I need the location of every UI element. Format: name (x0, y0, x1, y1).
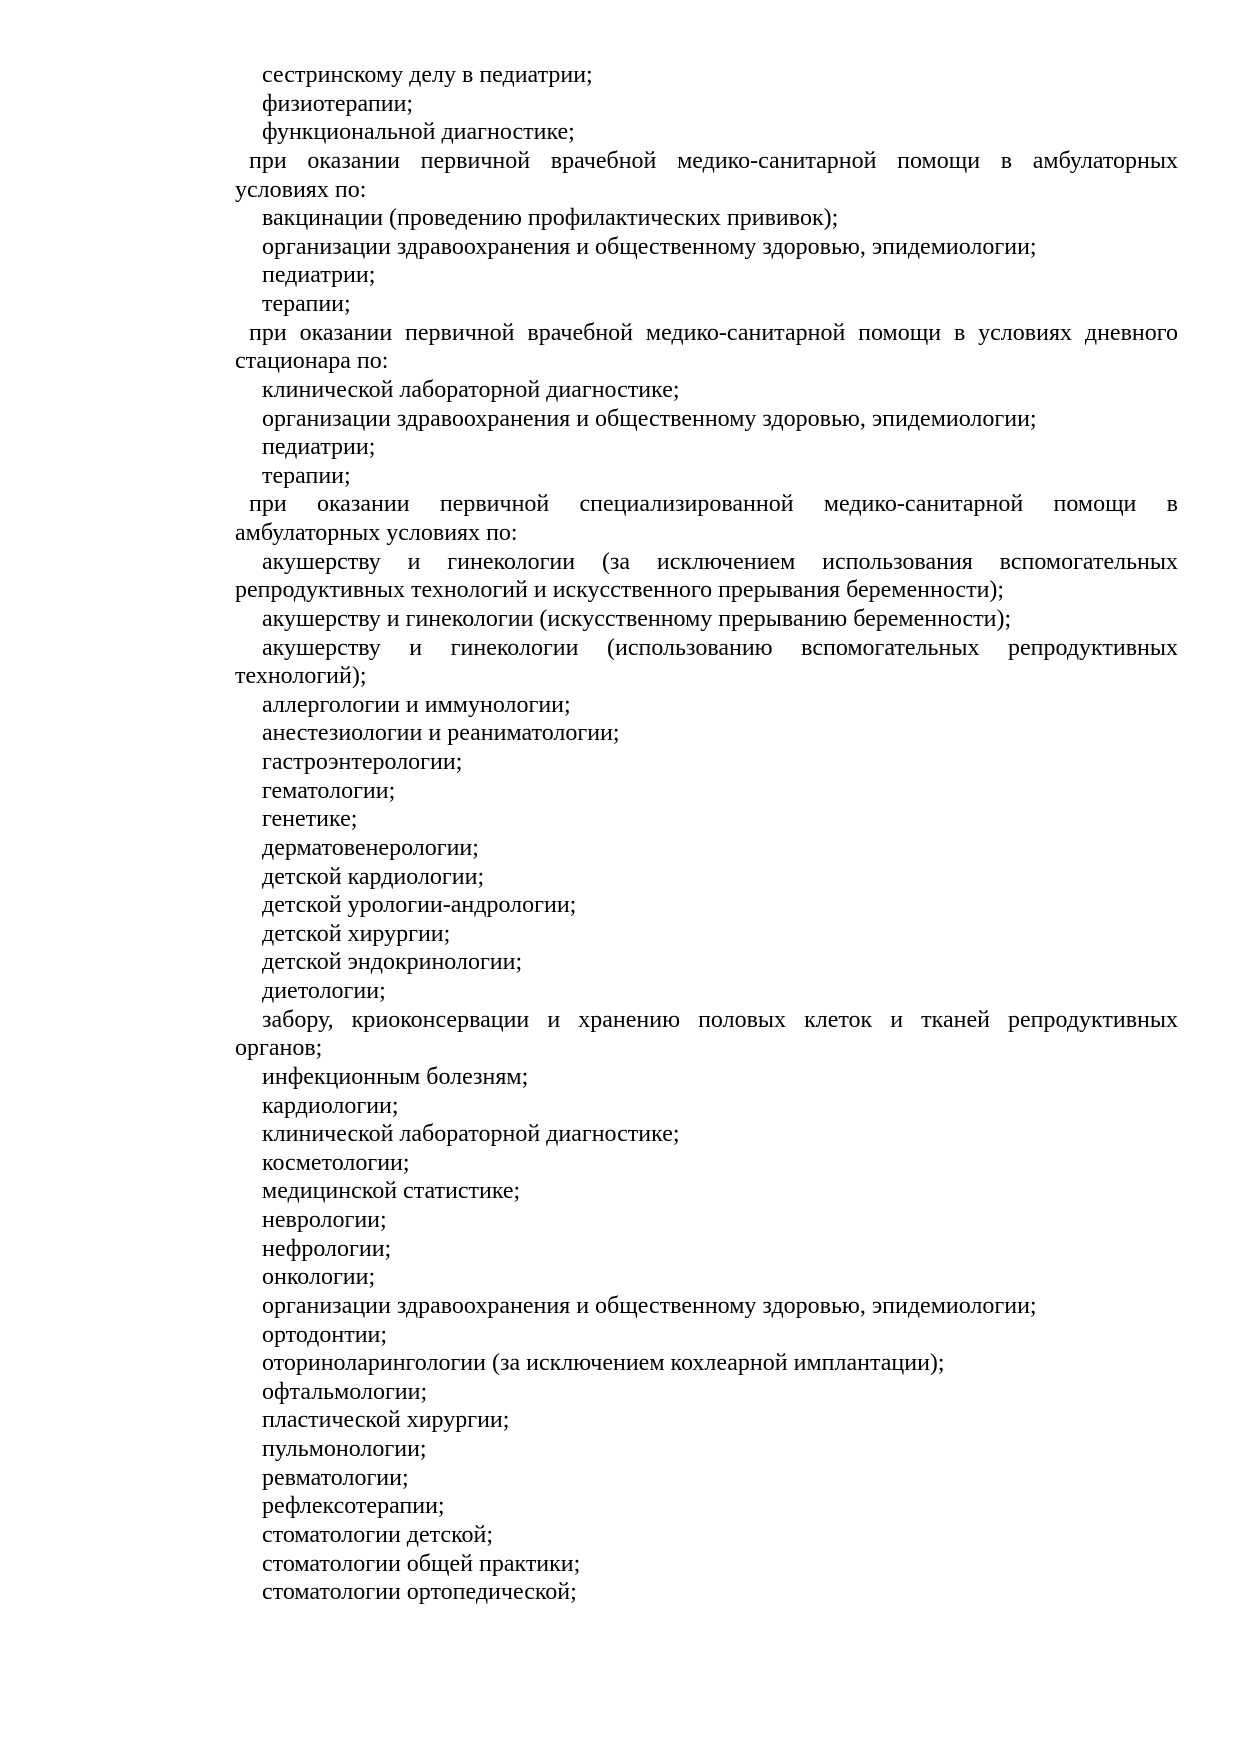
text-line: амбулаторных условиях по: (235, 520, 518, 546)
text-line: органов; (235, 1035, 323, 1062)
text-line: детской кардиологии; (262, 863, 485, 890)
text-line: организации здравоохранения и общественному здоровью, эпидемиологии; (262, 1292, 1037, 1319)
list-item (235, 1006, 1178, 1063)
text-line: при оказании первичной специализированной медико-санитарной помощи в (249, 491, 1178, 518)
text-line: пульмонологии; (262, 1436, 427, 1462)
text-line: ортодонтии; (262, 1321, 388, 1348)
list-item (235, 1292, 1178, 1321)
list-item (235, 1149, 1178, 1178)
list-item (235, 691, 1178, 720)
list-item (235, 548, 1178, 605)
list-item (235, 1177, 1178, 1206)
text-line: детской урологии-андрологии; (262, 892, 577, 919)
text-line: организации здравоохранения и общественному здоровью, эпидемиологии; (262, 233, 1037, 260)
list-item (235, 1435, 1178, 1464)
text-line: клинической лабораторной диагностике; (262, 376, 680, 403)
text-line: стоматологии ортопедической; (262, 1579, 577, 1606)
text-line: педиатрии; (262, 434, 376, 461)
list-item (235, 1349, 1178, 1378)
list-item (235, 834, 1178, 863)
list-item (235, 777, 1178, 806)
text-line: акушерству и гинекологии (использованию вспомогательных репродуктивных (262, 634, 1178, 661)
list-item (235, 748, 1178, 777)
text-line: при оказании первичной врачебной медико-санитарной помощи в условиях дневного (249, 319, 1178, 346)
text-line: диетологии; (262, 978, 386, 1004)
list-item (235, 1578, 1178, 1607)
list-item (235, 204, 1178, 233)
text-line: медицинской статистике; (262, 1178, 521, 1205)
text-line: гастроэнтерологии; (262, 749, 463, 775)
list-item (235, 233, 1178, 262)
text-line: терапии; (262, 462, 351, 489)
text-line: оториноларингологии (за исключением кохлеарной имплантации); (262, 1350, 945, 1377)
text-line: акушерству и гинекологии (искусственному прерыванию беременности); (262, 605, 1012, 632)
list-item (235, 948, 1178, 977)
section-heading-paragraph (235, 147, 1178, 204)
list-item (235, 290, 1178, 319)
list-item (235, 376, 1178, 405)
document-body (235, 61, 1178, 1607)
list-item (235, 61, 1178, 90)
text-line: офтальмологии; (262, 1378, 428, 1405)
list-item (235, 1120, 1178, 1149)
list-item (235, 719, 1178, 748)
text-line: стоматологии детской; (262, 1521, 494, 1548)
list-item (235, 1550, 1178, 1579)
text-line: технологий); (235, 663, 367, 690)
list-item (235, 634, 1178, 691)
text-line: акушерству и гинекологии (за исключением использования вспомогательных (262, 548, 1178, 575)
list-item (235, 261, 1178, 290)
text-line: детской эндокринологии; (262, 949, 523, 976)
section-heading-paragraph (235, 319, 1178, 376)
list-item (235, 891, 1178, 920)
section-heading-paragraph (235, 490, 1178, 547)
text-line: кардиологии; (262, 1092, 399, 1119)
text-line: забору, криоконсервации и хранению половых клеток и тканей репродуктивных (262, 1006, 1178, 1033)
text-line: аллергологии и иммунологии; (262, 691, 571, 718)
text-line: терапии; (262, 291, 351, 317)
list-item (235, 405, 1178, 434)
list-item (235, 1263, 1178, 1292)
text-line: анестезиологии и реаниматологии; (262, 720, 620, 747)
list-item (235, 605, 1178, 634)
text-line: ревматологии; (262, 1464, 409, 1491)
text-line: дерматовенерологии; (262, 834, 479, 861)
text-line: при оказании первичной врачебной медико-санитарной помощи в амбулаторных (249, 147, 1178, 174)
list-item (235, 1492, 1178, 1521)
text-line: нефрологии; (262, 1235, 392, 1262)
text-line: инфекционным болезням; (262, 1063, 529, 1090)
list-item (235, 1206, 1178, 1235)
text-line: организации здравоохранения и общественному здоровью, эпидемиологии; (262, 405, 1037, 432)
text-line: репродуктивных технологий и искусственного прерывания беременности); (235, 577, 1005, 604)
text-line: функциональной диагностике; (262, 119, 575, 146)
list-item (235, 1063, 1178, 1092)
list-item (235, 433, 1178, 462)
list-item (235, 1464, 1178, 1493)
list-item (235, 1406, 1178, 1435)
list-item (235, 1378, 1178, 1407)
text-line: вакцинации (проведению профилактических прививок); (262, 205, 839, 232)
list-item (235, 1321, 1178, 1350)
text-line: сестринскому делу в педиатрии; (262, 62, 593, 88)
text-line: онкологии; (262, 1264, 376, 1291)
text-line: детской хирургии; (262, 920, 451, 947)
list-item (235, 863, 1178, 892)
list-item (235, 977, 1178, 1006)
text-line: косметологии; (262, 1149, 410, 1176)
text-line: гематологии; (262, 777, 396, 804)
list-item (235, 90, 1178, 119)
text-line: стоматологии общей практики; (262, 1550, 581, 1577)
list-item (235, 920, 1178, 949)
text-line: педиатрии; (262, 262, 376, 289)
list-item (235, 1235, 1178, 1264)
list-item (235, 118, 1178, 147)
text-line: стационара по: (235, 348, 389, 375)
list-item (235, 1092, 1178, 1121)
text-line: генетике; (262, 806, 358, 833)
text-line: рефлексотерапии; (262, 1493, 445, 1520)
text-line: условиях по: (235, 176, 367, 203)
text-line: пластической хирургии; (262, 1407, 510, 1434)
text-line: клинической лабораторной диагностике; (262, 1121, 680, 1148)
text-line: неврологии; (262, 1207, 387, 1233)
list-item (235, 462, 1178, 491)
list-item (235, 805, 1178, 834)
list-item (235, 1521, 1178, 1550)
text-line: физиотерапии; (262, 90, 414, 117)
